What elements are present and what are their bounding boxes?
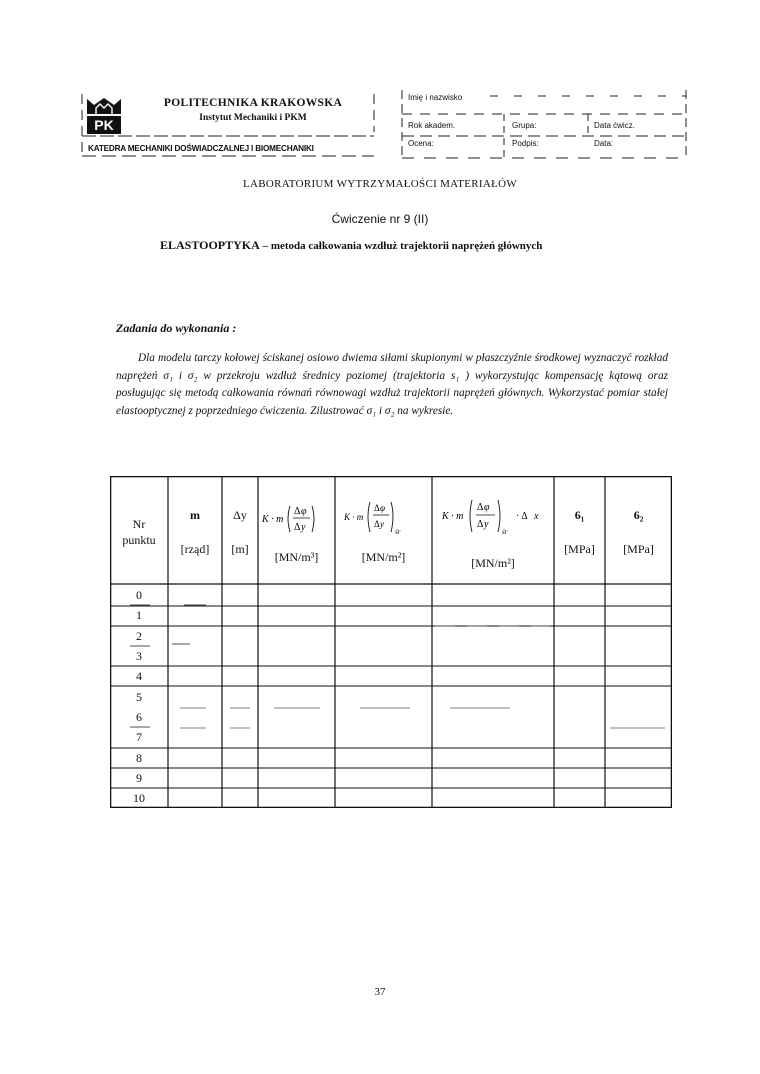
row-label-4: 4 [136, 669, 142, 683]
row-label-5: 5 [136, 690, 142, 704]
header-point-nr [110, 516, 168, 548]
row-label-8: 8 [136, 751, 142, 765]
svg-text:Δ: Δ [374, 503, 380, 513]
signature-field-label[interactable]: Podpis: [512, 139, 539, 148]
header-sigma1-unit: [MPa] [564, 542, 595, 556]
svg-text:y: y [301, 522, 306, 533]
header-formula-increment-unit: [MN/m²] [471, 556, 515, 570]
svg-text:y: y [484, 519, 489, 530]
row-label-1: 1 [136, 608, 142, 622]
svg-text:śr: śr [502, 528, 508, 536]
svg-text:φ: φ [380, 503, 385, 513]
header-sigma2: 6₂ [633, 508, 644, 522]
exercise-number: Ćwiczenie nr 9 (II) [331, 212, 429, 226]
header-formula-increment [440, 496, 552, 541]
exercise-subtitle [160, 238, 680, 253]
svg-text:· Δ: · Δ [516, 511, 528, 522]
results-table [110, 476, 672, 808]
exercise-date-field-label[interactable]: Data ćwicz. [594, 121, 635, 130]
university-name: POLITECHNIKA KRAKOWSKA [163, 97, 343, 109]
svg-text:śr: śr [395, 528, 401, 536]
header-sigma1: 6₁ [574, 508, 585, 522]
header-formula-gradient [260, 500, 334, 539]
date-field-label[interactable]: Data: [594, 139, 614, 148]
header-dy: Δy [233, 508, 247, 522]
subtitle-method: – metoda całkowania wzdłuż trajektorii naprężeń głównych [259, 240, 543, 252]
svg-text:x: x [534, 511, 539, 522]
header-sigma2-unit: [MPa] [623, 542, 654, 556]
logo-text: PK [94, 117, 114, 133]
header-dy-unit: [m] [231, 542, 249, 556]
name-field-label[interactable]: Imię i nazwisko [408, 93, 463, 102]
svg-text:y: y [380, 519, 384, 529]
svg-text:K · m: K · m [344, 512, 364, 522]
svg-text:Δ: Δ [294, 522, 301, 533]
page-number: 37 [374, 986, 386, 998]
header-point-line1: Nr [132, 517, 146, 531]
row-label-9: 9 [136, 771, 142, 785]
row-label-10: 10 [133, 791, 145, 805]
header-formula-averaged [342, 498, 432, 541]
subtitle-topic: ELASTOOPTYKA [160, 238, 260, 252]
grade-field-label[interactable]: Ocena: [408, 139, 434, 148]
header-m: m [190, 508, 200, 522]
svg-text:Δ: Δ [294, 506, 301, 517]
svg-text:φ: φ [484, 502, 490, 513]
institute-name: Instytut Mechaniki i PKM [199, 113, 307, 123]
lab-title: LABORATORIUM WYTRZYMAŁOŚCI MATERIAŁÓW [242, 178, 518, 190]
svg-text:Δ: Δ [477, 519, 484, 530]
row-label-0: 0 [136, 588, 142, 602]
row-label-7: 7 [136, 730, 142, 744]
svg-text:Δ: Δ [374, 519, 380, 529]
header-formula-gradient-unit: [MN/m³] [274, 550, 319, 564]
year-field-label[interactable]: Rok akadem. [408, 121, 456, 130]
tasks-heading: Zadania do wykonania : [116, 321, 237, 335]
svg-text:K · m: K · m [262, 514, 284, 525]
svg-text:K · m: K · m [442, 511, 464, 522]
header-point-line2: punktu [122, 533, 156, 547]
header-formula-averaged-unit: [MN/m²] [361, 550, 406, 564]
header-m-unit: [rząd] [180, 542, 210, 556]
svg-text:φ: φ [301, 506, 307, 517]
row-label-2: 2 [136, 629, 142, 643]
svg-text:Δ: Δ [477, 502, 484, 513]
department-name: KATEDRA MECHANIKI DOŚWIADCZALNEJ I BIOMECHANIKI [88, 144, 314, 153]
row-label-3: 3 [136, 649, 142, 663]
group-field-label[interactable]: Grupa: [512, 121, 537, 130]
row-label-6: 6 [136, 710, 142, 724]
tasks-body: Dla modelu tarczy kołowej ściskanej osiowo dwiema siłami skupionymi w płaszczyźnie środkowej wyznaczyć rozkład naprężeń σ₁ i σ₂ w przekroju wzdłuż średnicy poziomej (trajektoria s₁ ) wykorzystując kompensację kątową oraz posługując się metodą całkowania równań równowagi wzdłuż trajektorii naprężeń głównych. Wykorzystać pomiar stałej elastooptycznej z poprzedniego ćwiczenia. Zilustrować σ₁ i σ₂ na wykresie. [116, 352, 668, 417]
